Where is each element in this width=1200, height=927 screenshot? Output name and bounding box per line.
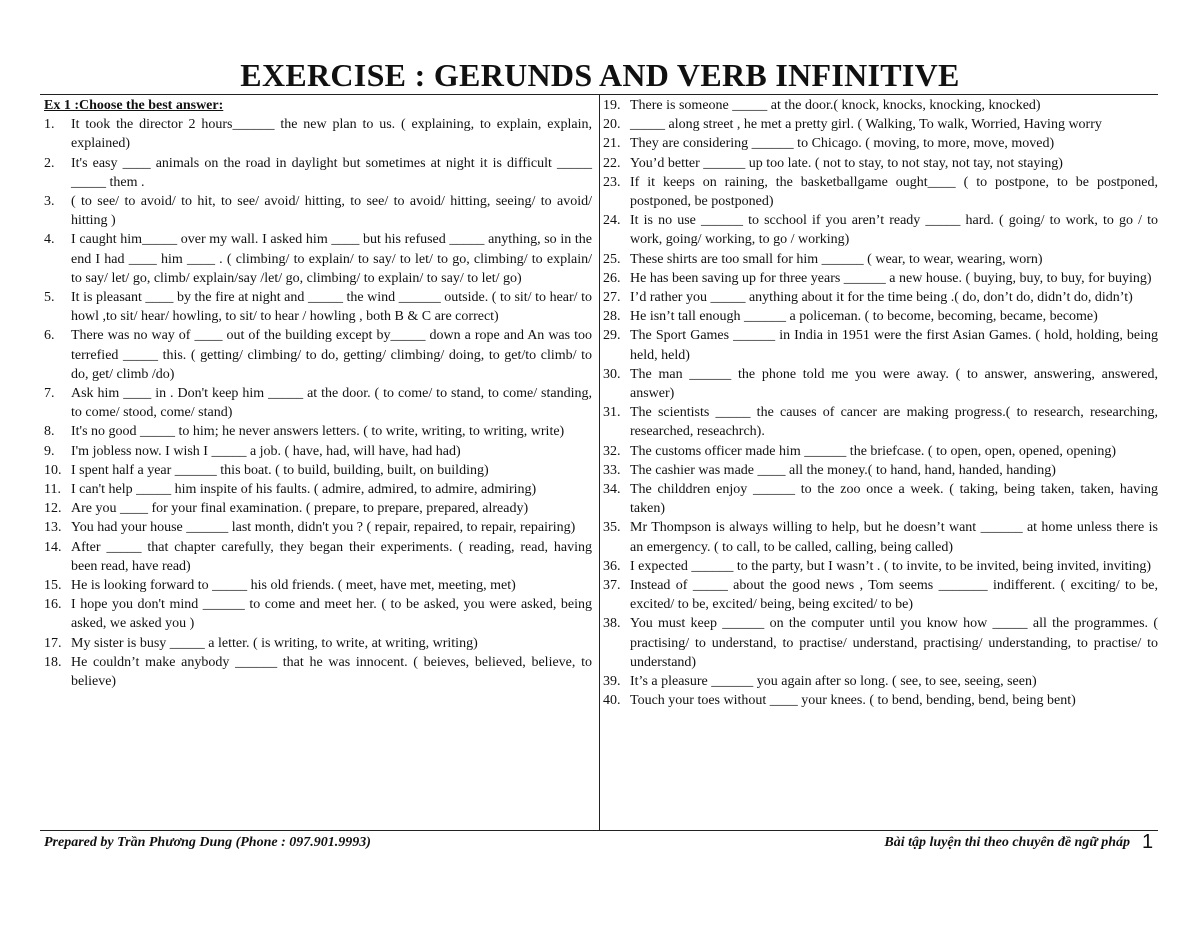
question-item: [44, 154, 592, 192]
question-item: [603, 115, 1158, 134]
question-number: 31.: [603, 405, 621, 421]
question-number: 35.: [603, 520, 621, 536]
question-text: It is pleasant ____ by the fire at night and _____ the wind ______ outside. ( to sit/ to hear/ to howl ,to sit/ hear/ howling, to sit/ to hear / howling , both B & C are correct): [71, 290, 592, 325]
question-item: [603, 211, 1158, 249]
question-text: I caught him_____ over my wall. I asked him ____ but his refused _____ anything, so in the end I had ____ him ____ . ( climbing/ to explain/ to say/ to let/ to go, climbing/ to explain/ to say/ let/ go, climb/ explain/say /let/ go, climbing/ to explain/ to say/ to let/ go): [71, 232, 592, 286]
question-text: They are considering ______ to Chicago. ( moving, to more, move, moved): [630, 136, 1055, 152]
footer-subject: Bài tập luyện thi theo chuyên đề ngữ pháp: [884, 835, 1130, 850]
left-question-list: [44, 115, 592, 691]
question-item: [44, 384, 592, 422]
question-text: You had your house ______ last month, didn't you ? ( repair, repaired, to repair, repairing): [71, 520, 576, 536]
question-text: He couldn’t make anybody ______ that he was innocent. ( beieves, believed, believe, to believe): [71, 654, 592, 690]
question-item: [603, 365, 1158, 403]
bottom-rule: [40, 830, 1158, 831]
question-number: 5.: [44, 290, 55, 306]
question-number: 10.: [44, 462, 62, 478]
question-number: 8.: [44, 424, 55, 440]
question-item: [603, 269, 1158, 288]
question-number: 13.: [44, 520, 62, 536]
question-item: [44, 288, 592, 326]
question-text: ( to see/ to avoid/ to hit, to see/ avoid/ hitting, to see/ to avoid/ hitting, seeing/ to avoid/ hitting ): [71, 194, 592, 229]
question-item: [603, 154, 1158, 173]
question-item: [44, 422, 592, 441]
question-number: 38.: [603, 616, 621, 632]
question-number: 33.: [603, 462, 621, 478]
question-number: 3.: [44, 194, 55, 209]
question-number: 21.: [603, 136, 621, 152]
question-item: [603, 403, 1158, 441]
question-text: He isn’t tall enough ______ a policeman. ( to become, becoming, became, become): [630, 309, 1098, 325]
question-text: Ask him ____ in . Don't keep him _____ at the door. ( to come/ to stand, to come/ standing, to come/ stood, come/ stand): [71, 386, 592, 421]
question-text: It's no good _____ to him; he never answers letters. ( to write, writing, to writing, write): [71, 424, 565, 440]
left-column: [44, 96, 592, 691]
question-text: There was no way of ____ out of the building except by_____ down a rope and An was too terrefied _____ this. ( getting/ climbing/ to do, getting/ climbing/ doing, to get/to climb/ to do, get/ climb /do): [71, 328, 592, 382]
right-question-list: [603, 96, 1158, 711]
question-number: 30.: [603, 366, 621, 382]
question-item: [603, 250, 1158, 269]
question-number: 11.: [44, 482, 61, 498]
question-text: These shirts are too small for him ______ ( wear, to wear, wearing, worn): [630, 251, 1043, 267]
question-number: 19.: [603, 98, 621, 113]
question-number: 40.: [603, 693, 621, 709]
footer-author: Prepared by Trần Phương Dung (Phone : 097.901.9993): [44, 835, 371, 850]
question-item: [44, 518, 592, 537]
question-item: [44, 595, 592, 633]
question-number: 20.: [603, 117, 621, 133]
question-item: [44, 538, 592, 576]
question-item: [603, 614, 1158, 672]
question-item: [603, 173, 1158, 211]
question-number: 18.: [44, 654, 62, 670]
question-number: 9.: [44, 443, 55, 459]
question-number: 27.: [603, 290, 621, 306]
question-item: [603, 518, 1158, 556]
question-text: There is someone _____ at the door.( knock, knocks, knocking, knocked): [630, 98, 1041, 113]
question-text: The Sport Games ______ in India in 1951 were the first Asian Games. ( hold, holding, being held, held): [630, 328, 1158, 363]
question-text: After _____ that chapter carefully, they began their experiments. ( reading, read, having been read, have read): [71, 539, 592, 574]
question-item: [603, 96, 1158, 115]
question-text: _____ along street , he met a pretty girl. ( Walking, To walk, Worried, Having worry: [630, 117, 1102, 133]
column-divider: [599, 94, 600, 830]
question-text: It is no use ______ to scchool if you aren’t ready _____ hard. ( going/ to work, to go / to work, going/ working, to go / working): [630, 213, 1158, 248]
question-item: [603, 576, 1158, 614]
question-number: 28.: [603, 309, 621, 325]
question-text: The customs officer made him ______ the briefcase. ( to open, open, opened, opening): [630, 443, 1117, 459]
question-item: [44, 576, 592, 595]
question-text: It took the director 2 hours______ the new plan to us. ( explaining, to explain, explain, explained): [71, 117, 592, 152]
question-text: Instead of _____ about the good news , Tom seems _______ indifferent. ( exciting/ to be, excited/ to be, excited/ being, being excited/ to be): [630, 578, 1158, 613]
question-number: 2.: [44, 155, 55, 171]
question-number: 22.: [603, 155, 621, 171]
question-text: I'm jobless now. I wish I _____ a job. ( have, had, will have, had had): [71, 443, 461, 459]
question-text: The childdren enjoy ______ to the zoo once a week. ( taking, being taken, taken, having taken): [630, 482, 1158, 517]
question-item: [44, 192, 592, 230]
question-item: [603, 480, 1158, 518]
question-number: 14.: [44, 539, 62, 555]
question-number: 12.: [44, 501, 62, 517]
question-text: I expected ______ to the party, but I wasn’t . ( to invite, to be invited, being invited, inviting): [630, 558, 1152, 574]
question-text: My sister is busy _____ a letter. ( is writing, to write, at writing, writing): [71, 635, 478, 651]
question-number: 29.: [603, 328, 621, 344]
question-item: [603, 307, 1158, 326]
question-number: 32.: [603, 443, 621, 459]
question-text: The man ______ the phone told me you were away. ( to answer, answering, answered, answer): [630, 366, 1158, 402]
right-column: [603, 96, 1158, 711]
question-number: 37.: [603, 578, 621, 594]
question-number: 23.: [603, 174, 621, 190]
question-item: [44, 653, 592, 691]
question-number: 36.: [603, 558, 621, 574]
question-number: 16.: [44, 597, 62, 613]
question-number: 39.: [603, 674, 621, 690]
question-text: I hope you don't mind ______ to come and meet her. ( to be asked, you were asked, being asked, we asked you ): [71, 597, 592, 632]
question-number: 4.: [44, 232, 55, 248]
question-number: 34.: [603, 482, 621, 498]
question-number: 15.: [44, 578, 62, 594]
question-item: [44, 461, 592, 480]
question-text: I spent half a year ______ this boat. ( to build, building, built, on building): [71, 462, 489, 478]
question-text: Touch your toes without ____ your knees. ( to bend, bending, bend, being bent): [630, 693, 1076, 709]
question-text: It’s a pleasure ______ you again after so long. ( see, to see, seeing, seen): [630, 674, 1037, 690]
question-item: [603, 134, 1158, 153]
question-item: [603, 442, 1158, 461]
question-number: 24.: [603, 213, 621, 229]
question-number: 25.: [603, 251, 621, 267]
question-item: [603, 288, 1158, 307]
exercise-heading: Ex 1 :Choose the best answer:: [44, 98, 224, 113]
question-item: [44, 115, 592, 153]
question-number: 7.: [44, 386, 55, 402]
question-text: I can't help _____ him inspite of his faults. ( admire, admired, to admire, admiring): [71, 482, 537, 498]
question-number: 17.: [44, 635, 62, 651]
question-item: [44, 326, 592, 384]
question-text: Mr Thompson is always willing to help, but he doesn’t want ______ at home unless there is an emergency. ( to call, to be called, calling, being called): [630, 520, 1158, 555]
question-text: The scientists _____ the causes of cancer are making progress.( to research, researching, researched, reseachrch).: [630, 405, 1158, 440]
question-text: You must keep ______ on the computer until you know how _____ all the programmes. ( practising/ to understand, to practise/ understand, practising/ understanding, to practise/ to understand): [630, 616, 1158, 670]
question-item: [603, 557, 1158, 576]
question-text: The cashier was made ____ all the money.( to hand, hand, handed, handing): [630, 462, 1056, 478]
question-item: [44, 230, 592, 288]
question-number: 1.: [44, 117, 55, 133]
question-text: I’d rather you _____ anything about it for the time being .( do, don’t do, didn’t do, didn’t): [630, 290, 1133, 306]
question-item: [44, 499, 592, 518]
question-text: He is looking forward to _____ his old friends. ( meet, have met, meeting, met): [71, 578, 516, 594]
question-text: It's easy ____ animals on the road in daylight but sometimes at night it is difficult _____ _____ them .: [71, 155, 592, 190]
page-title: EXERCISE : GERUNDS AND VERB INFINITIVE: [240, 57, 960, 93]
question-item: [44, 480, 592, 499]
question-number: 26.: [603, 270, 621, 286]
question-item: [603, 672, 1158, 691]
question-text: You’d better ______ up too late. ( not to stay, to not stay, not tay, not staying): [630, 155, 1063, 171]
question-text: He has been saving up for three years ______ a new house. ( buying, buy, to buy, for buying): [630, 270, 1152, 286]
question-item: [603, 691, 1158, 710]
page-number: 1: [1142, 831, 1154, 853]
question-item: [44, 634, 592, 653]
question-item: [603, 461, 1158, 480]
question-item: [603, 326, 1158, 364]
question-text: Are you ____ for your final examination. ( prepare, to prepare, prepared, already): [71, 501, 529, 517]
question-text: If it keeps on raining, the basketballgame ought____ ( to postpone, to be postponed, postponed, be postponed): [630, 174, 1158, 210]
question-number: 6.: [44, 328, 55, 344]
question-item: [44, 442, 592, 461]
